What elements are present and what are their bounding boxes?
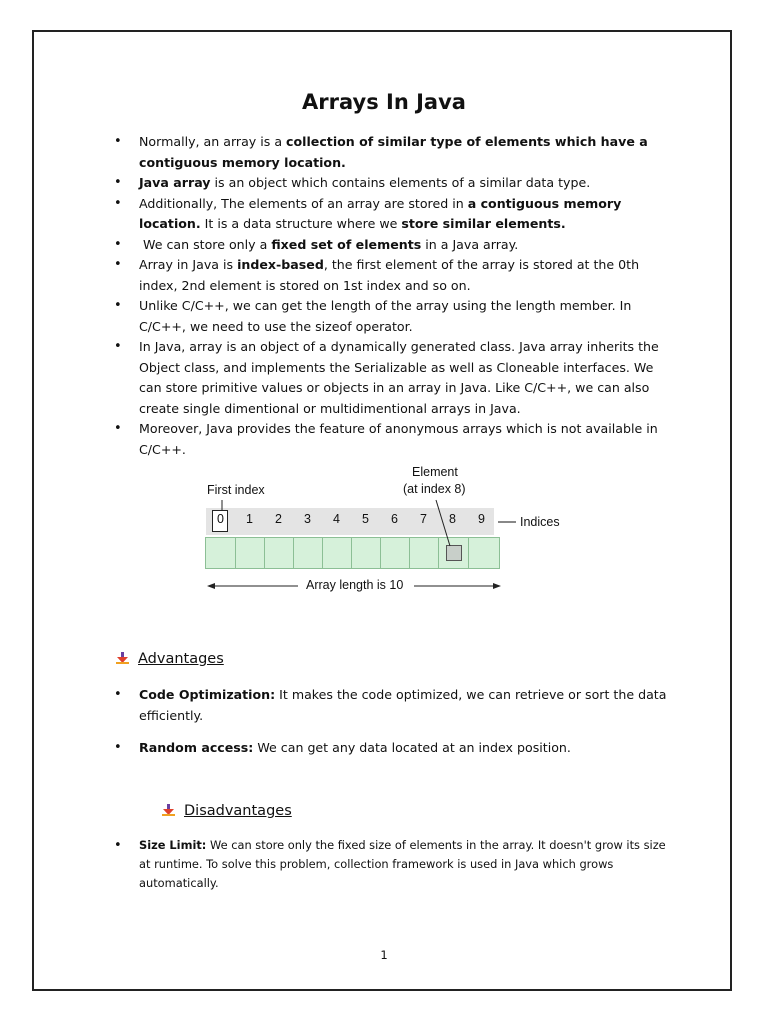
index-label: 6 [391, 512, 398, 526]
index-label: 1 [246, 512, 253, 526]
bullet-item: • In Java, array is an object of a dynamically generated class. Java array inherits the Object class, and implements the Serializable as well as Cloneable interfaces. We can store primitive values or objects in an array in Java. Like C/C++, we can also create single dimentional or multidimentional arrays in Java. [112, 337, 672, 419]
index-label: 0 [217, 512, 224, 526]
array-length-label: Array length is 10 [306, 578, 404, 592]
index-label: 7 [420, 512, 427, 526]
page-number: 1 [380, 948, 388, 962]
bullet-item: • Unlike C/C++, we can get the length of the array using the length member. In C/C++, we need to use the sizeof operator. [112, 296, 672, 337]
advantages-list [112, 684, 672, 758]
index-label: 3 [304, 512, 311, 526]
element-label-line1: Element [412, 465, 458, 479]
element-label-line2: (at index 8) [403, 482, 466, 496]
first-index-label: First index [207, 483, 265, 497]
advantage-item: • Code Optimization: It makes the code optimized, we can retrieve or sort the data efficiently. [112, 684, 672, 726]
arrow-down-icon [116, 652, 129, 664]
bullet-item: • Java array is an object which contains elements of a similar data type. [112, 173, 672, 194]
bullet-item: • Moreover, Java provides the feature of anonymous arrays which is not available in C/C++. [112, 419, 672, 460]
indices-label: Indices [520, 515, 560, 529]
index-label: 2 [275, 512, 282, 526]
intro-bullet-list [112, 132, 672, 460]
index-label: 4 [333, 512, 340, 526]
bullet-item: • Additionally, The elements of an array are stored in a contiguous memory location. It is a data structure where we store similar elements. [112, 194, 672, 235]
index-label: 5 [362, 512, 369, 526]
index-label: 9 [478, 512, 485, 526]
bullet-item: • We can store only a fixed set of elements in a Java array. [112, 235, 672, 256]
array-diagram [196, 460, 576, 600]
index-label: 8 [449, 512, 456, 526]
bullet-item: • Normally, an array is a collection of similar type of elements which have a contiguous memory location. [112, 132, 672, 173]
disadvantage-item: • Size Limit: We can store only the fixed size of elements in the array. It doesn't grow its size at runtime. To solve this problem, collection framework is used in Java which grows automatically. [112, 836, 672, 893]
arrow-down-icon [162, 804, 175, 816]
advantages-heading: Advantages [116, 651, 224, 667]
disadvantages-list [112, 836, 672, 893]
disadvantages-heading: Disadvantages [162, 803, 292, 819]
bullet-item: • Array in Java is index-based, the first element of the array is stored at the 0th index, 2nd element is stored on 1st index and so on. [112, 255, 672, 296]
advantage-item: • Random access: We can get any data located at an index position. [112, 737, 672, 758]
page-title: Arrays In Java [302, 90, 466, 114]
